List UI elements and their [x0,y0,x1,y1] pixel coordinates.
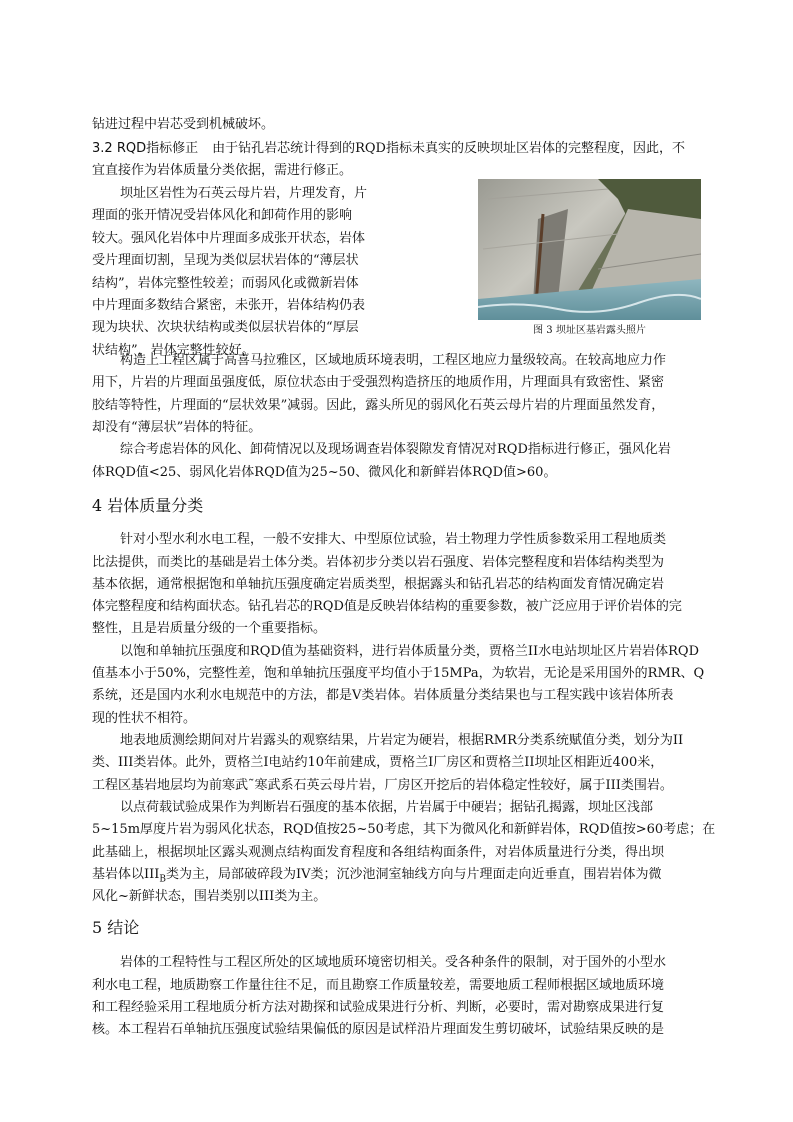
paragraph-line: 整性，且是岩质量分级的一个重要指标。 [92,621,327,636]
paragraph-line: 值基本小于50%，完整性差，饱和单轴抗压强度平均值小于15MPa，为软岩，无论是采用国外的RMR、Q [92,666,705,681]
paragraph-line: 构造上工程区属于高喜马拉雅区，区域地质环境表明，工程区地应力量级较高。在较高地应力作 [120,353,667,368]
section-heading: 5 结论 [92,918,140,937]
paragraph-line: 用下，片岩的片理面虽强度低，原位状态由于受强烈构造挤压的地质作用，片理面具有致密性、紧密 [92,375,665,390]
paragraph-line: 地表地质测绘期间对片岩露头的观察结果，片岩定为硬岩，根据RMR分类系统赋值分类，划分为II [120,733,684,748]
paragraph-line: 由于钻孔岩芯统计得到的RQD指标未真实的反映坝址区岩体的完整程度，因此，不 [212,141,685,156]
paragraph-line: 针对小型水利水电工程，一般不安排大、中型原位试验，岩土物理力学性质参数采用工程地质类 [120,532,667,547]
paragraph-line: 现的性状不相符。 [92,711,197,726]
paragraph-line: 5~15m厚度片岩为弱风化状态，RQD值按25~50考虑，其下为微风化和新鲜岩体，RQD值按>60考虑；在 [92,822,716,837]
paragraph-line: 风化~新鲜状态，围岩类别以III类为主。 [92,889,327,904]
paragraph-line: 利水电工程，地质勘察工作量往往不足，而且勘察工作质量较差，需要地质工程师根据区域地质环境 [92,978,665,993]
paragraph-line: 此基础上，根据坝址区露头观测点结构面发育程度和各组结构面条件，对岩体质量进行分类，得出坝 [92,845,665,860]
paragraph-line: 却没有“薄层状”岩体的特征。 [92,420,262,435]
paragraph-line: 受片理面切割，呈现为类似层状岩体的“薄层状 [92,253,359,268]
paragraph-line: 以饱和单轴抗压强度和RQD值为基础资料，进行岩体质量分类，贾格兰II水电站坝址区片岩岩体RQD [120,644,700,659]
paragraph-line: 核。本工程岩石单轴抗压强度试验结果偏低的原因是试样沿片理面发生剪切破坏，试验结果反映的是 [92,1022,665,1037]
paragraph-line: 以点荷载试验成果作为判断岩石强度的基本依据，片岩属于中硬岩；据钻孔揭露，坝址区浅部 [120,800,654,815]
section-number: 3.2 [92,141,113,156]
paragraph-line: 综合考虑岩体的风化、卸荷情况以及现场调查岩体裂隙发育情况对RQD指标进行修正，强风化岩 [120,442,671,457]
paragraph-text: 类为主，局部破碎段为IV类；沉沙池洞室轴线方向与片理面走向近垂直，围岩岩体为微 [166,867,662,882]
section-title: RQD指标修正 [116,141,199,156]
subscript: B [159,874,167,885]
paragraph-line: 和工程经验采用工程地质分析方法对勘探和试验成果进行分析、判断，必要时，需对勘察成果进行复 [92,1000,665,1015]
paragraph-line: 结构”，岩体完整性较差；而弱风化或微新岩体 [92,276,359,291]
paragraph-line: 宜直接作为岩体质量分类依据，需进行修正。 [92,163,353,178]
figure-caption: 图 3 坝址区基岩露头照片 [533,325,646,336]
paragraph-line: 岩体的工程特性与工程区所处的区域地质环境密切相关。受各种条件的限制，对于国外的小型水 [120,955,667,970]
paragraph-line: 现为块状、次块状结构或类似层状岩体的“厚层 [92,320,359,335]
paragraph-line: 胶结等特性，片理面的“层状效果”减弱。因此，露头所见的弱风化石英云母片岩的片理面虽然发育， [92,398,665,413]
paragraph-line: 比法提供，而类比的基础是岩土体分类。岩体初步分类以岩石强度、岩体完整程度和岩体结构类型为 [92,555,665,570]
paragraph-line: 类、III类岩体。此外，贾格兰I电站约10年前建成，贾格兰I厂房区和贾格兰II坝址区相距近400米， [92,755,664,770]
paragraph-line: 体完整程度和结构面状态。钻孔岩芯的RQD值是反映岩体结构的重要参数，被广泛应用于评价岩体的完 [92,599,682,614]
section-3-2-first-line [92,141,685,157]
paragraph-line [92,867,662,888]
section-heading: 4 岩体质量分类 [92,496,204,515]
rock-outcrop-photo [478,179,701,320]
paragraph-line: 状结构”，岩体完整性较好。 [92,343,255,358]
paragraph-line: 工程区基岩地层均为前寒武˜寒武系石英云母片岩，厂房区开挖后的岩体稳定性较好，属于III类围岩。 [92,778,673,793]
paragraph-line: 较大。强风化岩体中片理面多成张开状态，岩体 [92,231,366,246]
paragraph-line: 体RQD值<25、弱风化岩体RQD值为25~50、微风化和新鲜岩体RQD值>60。 [92,465,557,480]
paragraph-text: 基岩体以III [92,867,160,882]
paragraph-line: 坝址区岩性为石英云母片岩，片理发育，片 [120,186,368,201]
paragraph-line: 钻进过程中岩芯受到机械破坏。 [92,117,275,132]
paragraph-line: 基本依据，通常根据饱和单轴抗压强度确定岩质类型，根据露头和钻孔岩芯的结构面发育情况确定岩 [92,577,665,592]
paragraph-line: 系统，还是国内水利水电规范中的方法，都是V类岩体。岩体质量分类结果也与工程实践中该岩体所表 [92,688,674,703]
paragraph-line: 理面的张开情况受岩体风化和卸荷作用的影响 [92,208,353,223]
paragraph-line: 中片理面多数结合紧密，未张开，岩体结构仍表 [92,298,366,313]
